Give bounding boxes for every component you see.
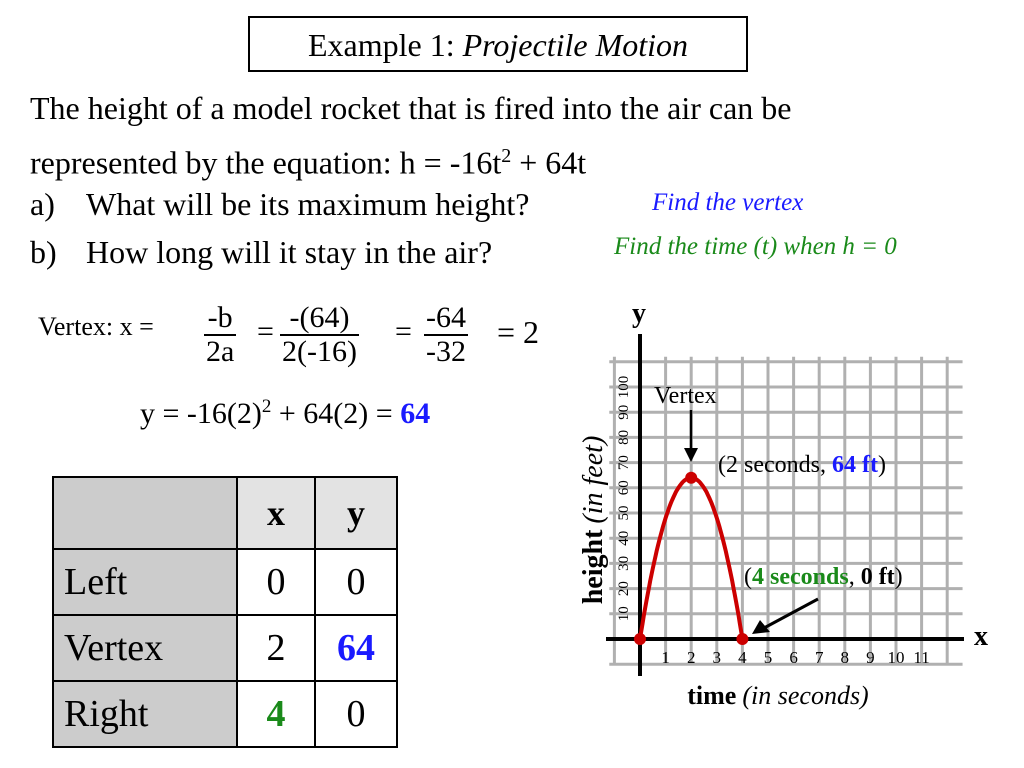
question-b-text: How long will it stay in the air? [86, 234, 493, 270]
y-tick-label: 10 [616, 606, 632, 622]
table-row-label: Left [53, 549, 237, 615]
table-cell-y: 0 [315, 549, 397, 615]
y-tick-label: 50 [616, 505, 632, 521]
vertex-y-result: 64 [400, 397, 431, 430]
vertex-point-pre: (2 seconds, [718, 452, 832, 478]
y-axis-letter: y [632, 298, 646, 329]
table-header-x: x [237, 477, 315, 549]
y-tick-label: 30 [616, 555, 632, 571]
fraction-1-denominator: 2a [206, 335, 235, 368]
y-tick-label: 90 [616, 404, 632, 420]
y-tick-label: 60 [616, 480, 632, 496]
root-point-label [744, 564, 903, 590]
table-row-label: Vertex [53, 615, 237, 681]
y-equation-pre: y = -16(2) [140, 397, 262, 430]
y-equation-post: + 64(2) = [271, 397, 401, 430]
question-b-marker: b) [30, 234, 57, 270]
y-axis-title [578, 436, 609, 605]
equation-sup: 2 [501, 145, 512, 167]
x-tick-label: 4 [738, 648, 747, 667]
fraction-2-numerator: -(64) [280, 302, 359, 336]
equation-pre: represented by the equation: h = -16t [30, 144, 502, 181]
root-point-sep: , [848, 564, 861, 590]
vertex-point-value: 64 ft [831, 452, 878, 478]
table-cell-y-highlight: 64 [315, 615, 397, 681]
fraction-3-numerator: -64 [426, 301, 466, 334]
equals-2: = [395, 315, 412, 348]
x-tick-label: 2 [686, 648, 696, 667]
x-tick-label: 8 [840, 648, 850, 667]
fraction-2-denominator: 2(-16) [282, 335, 357, 368]
x-title-italic: (in seconds) [742, 681, 869, 710]
equation-post: + 64t [511, 144, 587, 181]
y-tick-label: 80 [616, 429, 632, 445]
x-tick-label: 6 [789, 648, 798, 667]
root-point-value: 0 ft [860, 564, 895, 590]
x-tick-label: 7 [814, 648, 824, 667]
question-a-marker: a) [30, 186, 55, 222]
root-point-close: ) [894, 564, 903, 590]
table-cell-x-highlight: 4 [237, 681, 315, 747]
table-cell-x: 0 [237, 549, 315, 615]
x-tick-label: 11 [913, 648, 930, 667]
data-point [736, 633, 748, 645]
root-point-open: ( [744, 564, 752, 590]
data-point [634, 633, 646, 645]
y-tick-label: 100 [616, 375, 632, 399]
table-header-y: y [315, 477, 397, 549]
fraction-1-numerator: -b [204, 302, 236, 336]
vertex-formula-label: Vertex: x = [38, 312, 154, 341]
x-tick-label: 3 [712, 648, 722, 667]
x-tick-label: 10 [887, 648, 905, 667]
y-tick-label: 70 [616, 455, 632, 471]
table-cell-y: 0 [315, 681, 397, 747]
vertex-x-result: = 2 [497, 314, 540, 350]
y-tick-label: 20 [616, 581, 632, 597]
data-point [685, 472, 697, 484]
equals-1: = [257, 315, 274, 348]
table-row-label: Right [53, 681, 237, 747]
root-point-time: 4 seconds [752, 564, 849, 590]
x-tick-label: 1 [661, 648, 670, 667]
y-tick-label: 40 [616, 530, 632, 546]
vertex-arrow-head [684, 448, 698, 462]
fraction-3-denominator: -32 [426, 335, 466, 368]
x-axis-title [687, 681, 868, 710]
y-title-italic: (in feet) [578, 435, 609, 524]
x-title-bold: time [687, 681, 737, 710]
vertex-point-post: ) [877, 452, 886, 478]
table-cell-x: 2 [237, 615, 315, 681]
question-a-text: What will be its maximum height? [86, 186, 530, 222]
x-tick-label: 5 [763, 648, 773, 667]
y-title-bold: height [578, 529, 609, 605]
x-tick-label: 9 [866, 648, 875, 667]
hint-a: Find the vertex [652, 189, 804, 216]
hint-b: Find the time (t) when h = 0 [614, 233, 897, 260]
vertex-annotation: Vertex [654, 383, 717, 409]
y-equation-sup: 2 [261, 396, 272, 417]
problem-line-1: The height of a model rocket that is fired into the air can be [30, 90, 792, 126]
title-italic: Projectile Motion [462, 27, 689, 63]
x-axis-letter: x [974, 621, 988, 652]
vertex-point-label [718, 452, 886, 478]
title-prefix: Example 1: [307, 27, 455, 63]
